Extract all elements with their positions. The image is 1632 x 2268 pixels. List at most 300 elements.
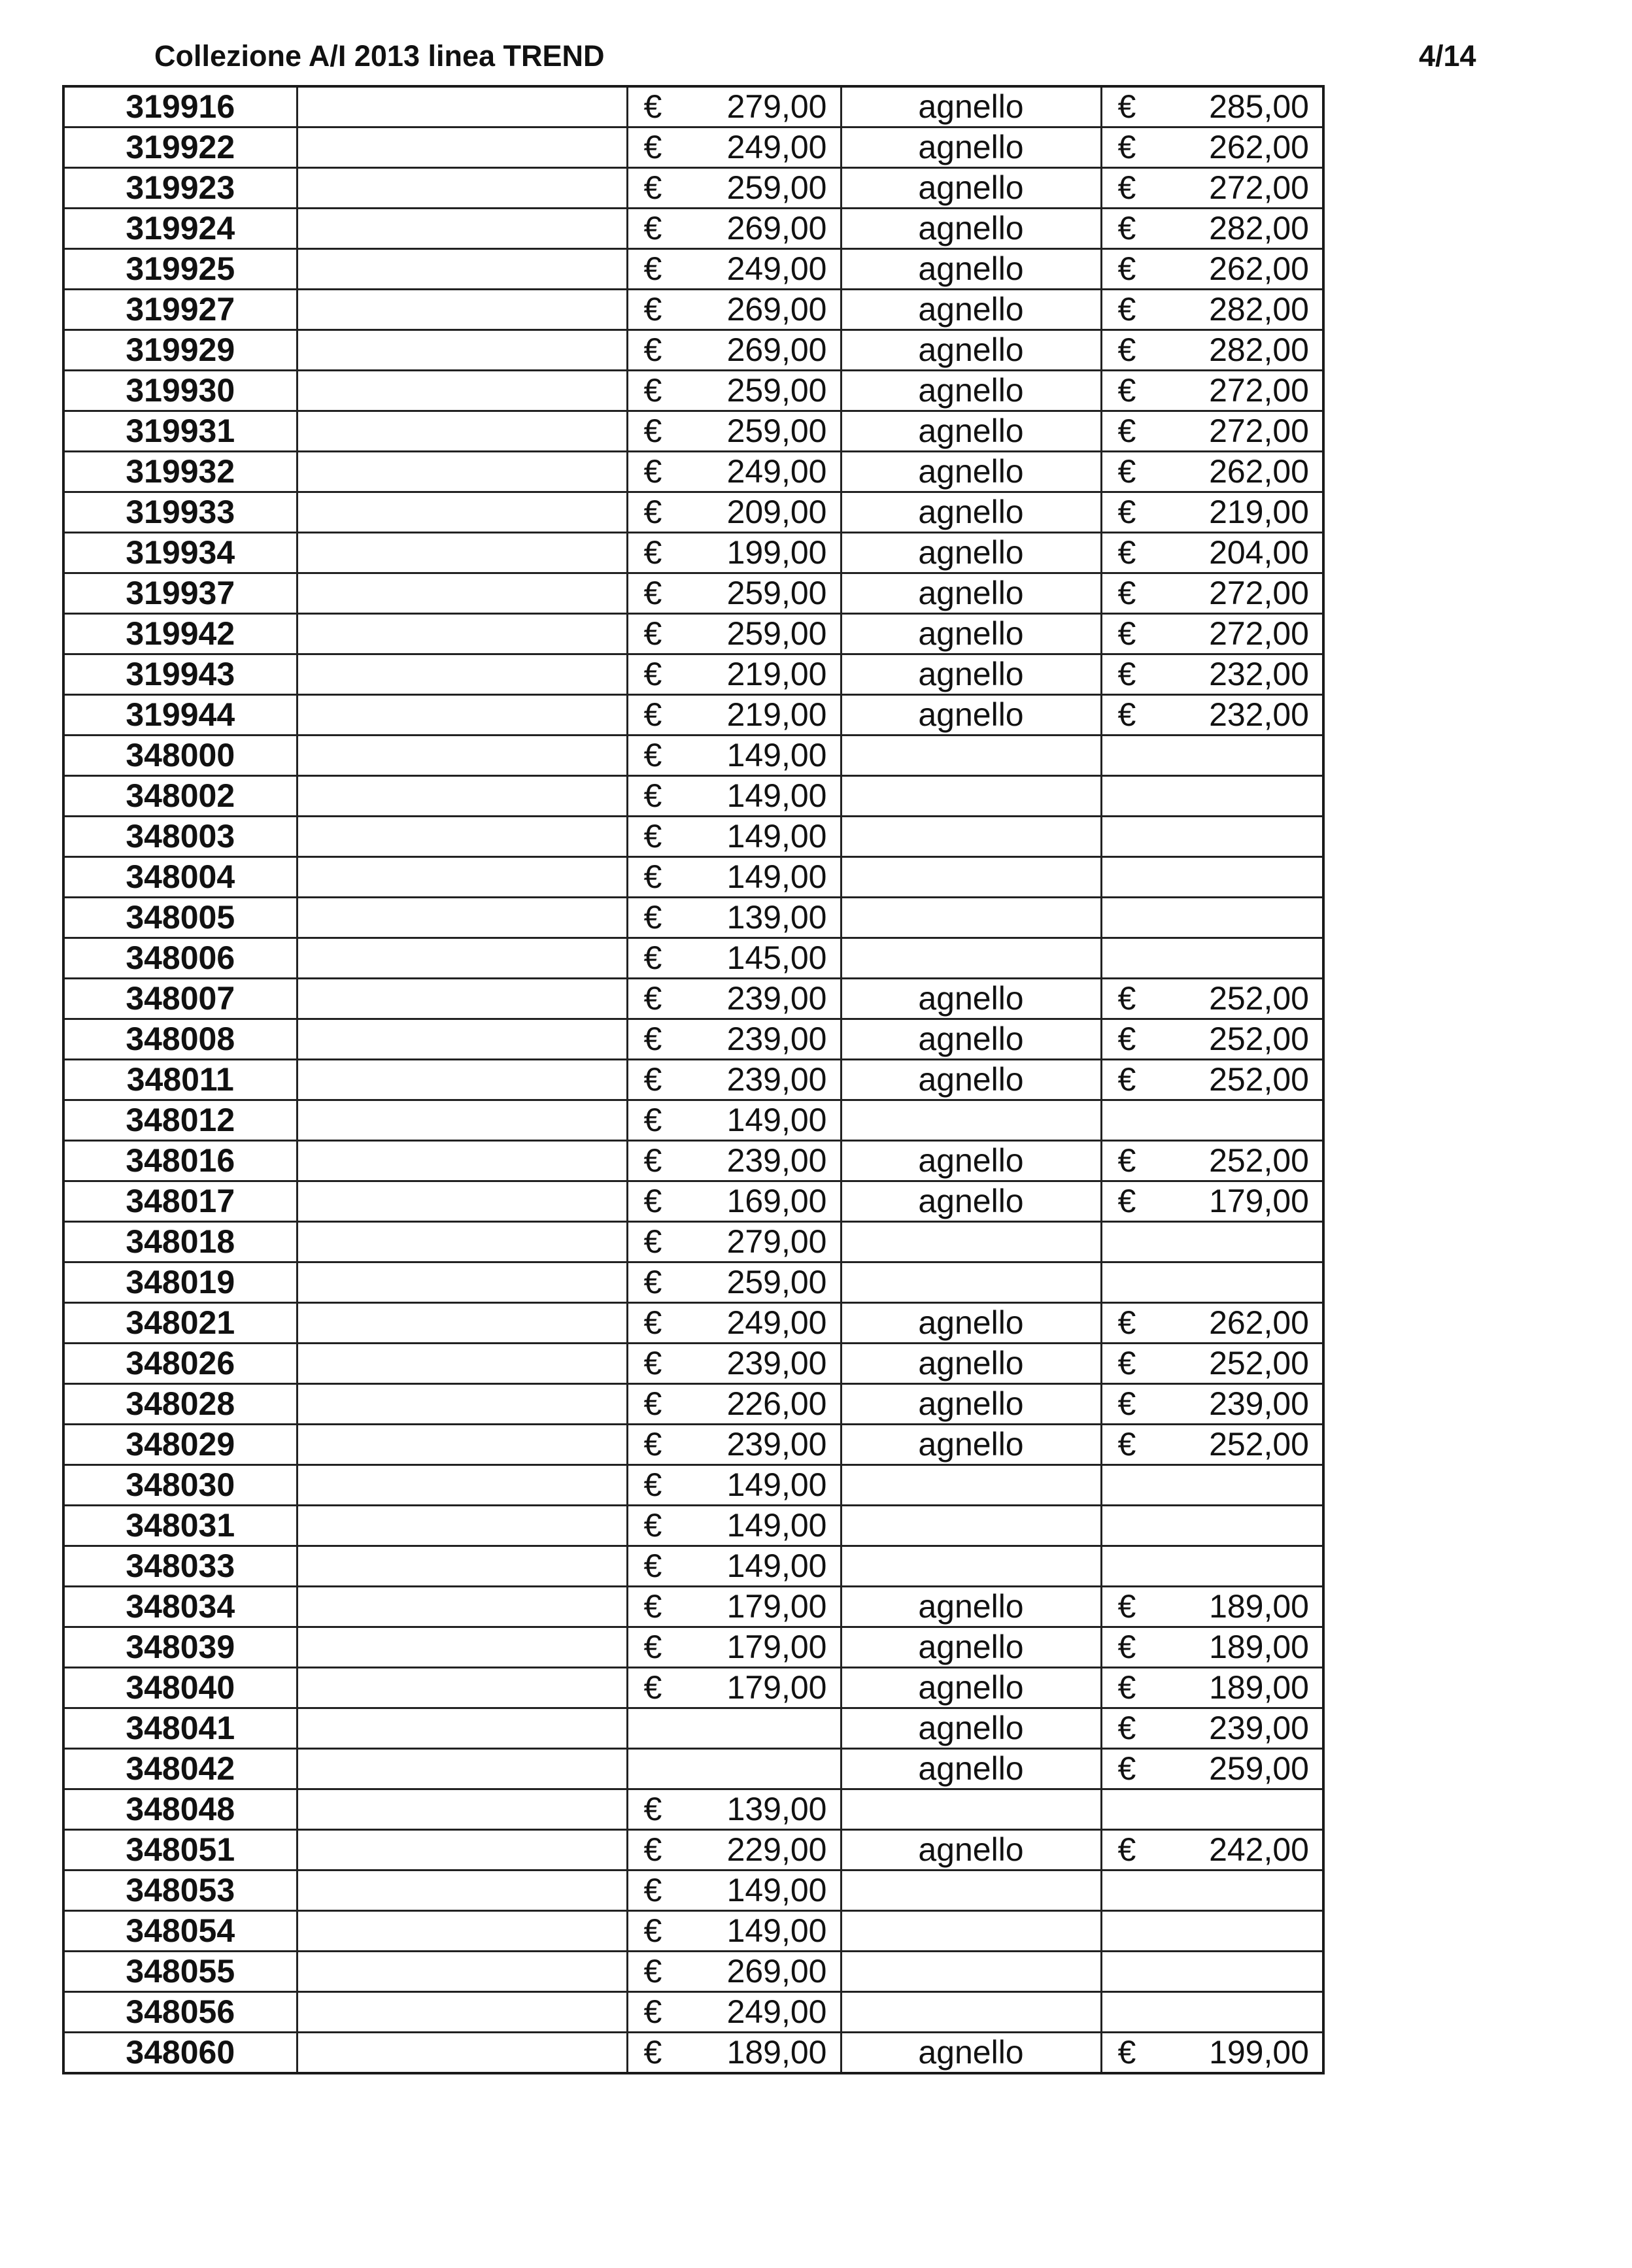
material-cell bbox=[841, 938, 1101, 979]
article-code-cell: 348007 bbox=[63, 979, 297, 1019]
currency-symbol: € bbox=[1117, 1629, 1136, 1665]
article-code-cell: 348060 bbox=[63, 2033, 297, 2074]
article-code-cell: 319925 bbox=[63, 249, 297, 290]
material-price-cell bbox=[1101, 1181, 1323, 1222]
price-amount: 252,00 bbox=[1209, 1061, 1309, 1098]
price-cell bbox=[627, 452, 841, 492]
description-cell bbox=[297, 1587, 627, 1627]
table-row bbox=[63, 1587, 1323, 1627]
page-header bbox=[0, 39, 1632, 78]
material-cell: agnello bbox=[841, 1141, 1101, 1181]
material-price-cell bbox=[1101, 1506, 1323, 1546]
table-row bbox=[63, 411, 1323, 452]
material-cell: agnello bbox=[841, 1303, 1101, 1344]
currency-symbol: € bbox=[1117, 1142, 1136, 1179]
material-cell: agnello bbox=[841, 1749, 1101, 1789]
currency-symbol: € bbox=[643, 615, 662, 652]
price-amount: 249,00 bbox=[726, 1993, 827, 2030]
currency-symbol: € bbox=[1117, 1426, 1136, 1463]
price-cell bbox=[627, 1830, 841, 1870]
price-amount: 204,00 bbox=[1209, 534, 1309, 571]
price-amount: 279,00 bbox=[726, 1223, 827, 1260]
price-amount: 149,00 bbox=[726, 777, 827, 814]
table-row bbox=[63, 1303, 1323, 1344]
article-code-cell: 348005 bbox=[63, 898, 297, 938]
currency-symbol: € bbox=[1117, 1385, 1136, 1422]
price-amount: 262,00 bbox=[1209, 250, 1309, 287]
price-amount: 149,00 bbox=[726, 1548, 827, 1584]
description-cell bbox=[297, 492, 627, 533]
description-cell bbox=[297, 452, 627, 492]
table-row bbox=[63, 330, 1323, 371]
price-table-body bbox=[63, 86, 1323, 2073]
currency-symbol: € bbox=[643, 1669, 662, 1706]
currency-symbol: € bbox=[643, 1791, 662, 1827]
material-price-cell bbox=[1101, 1870, 1323, 1911]
material-price-cell bbox=[1101, 1100, 1323, 1141]
table-row bbox=[63, 1181, 1323, 1222]
table-row bbox=[63, 817, 1323, 857]
price-amount: 272,00 bbox=[1209, 413, 1309, 449]
price-table bbox=[62, 85, 1325, 2074]
article-code-cell: 348018 bbox=[63, 1222, 297, 1262]
article-code-cell: 348030 bbox=[63, 1465, 297, 1506]
article-code-cell: 348051 bbox=[63, 1830, 297, 1870]
currency-symbol: € bbox=[643, 2034, 662, 2071]
material-cell bbox=[841, 898, 1101, 938]
currency-symbol: € bbox=[643, 1183, 662, 1219]
material-cell: agnello bbox=[841, 1181, 1101, 1222]
material-price-cell bbox=[1101, 776, 1323, 817]
currency-symbol: € bbox=[1117, 331, 1136, 368]
price-amount: 169,00 bbox=[726, 1183, 827, 1219]
price-cell bbox=[627, 1181, 841, 1222]
currency-symbol: € bbox=[643, 210, 662, 246]
material-cell: agnello bbox=[841, 209, 1101, 249]
price-amount: 282,00 bbox=[1209, 331, 1309, 368]
description-cell bbox=[297, 1222, 627, 1262]
currency-symbol: € bbox=[643, 1061, 662, 1098]
price-amount: 239,00 bbox=[726, 1426, 827, 1463]
material-price-cell bbox=[1101, 1465, 1323, 1506]
table-row bbox=[63, 695, 1323, 736]
article-code-cell: 319937 bbox=[63, 573, 297, 614]
article-code-cell: 348008 bbox=[63, 1019, 297, 1060]
price-cell bbox=[627, 2033, 841, 2074]
price-cell bbox=[627, 776, 841, 817]
description-cell bbox=[297, 1749, 627, 1789]
description-cell bbox=[297, 1789, 627, 1830]
currency-symbol: € bbox=[1117, 656, 1136, 692]
price-cell bbox=[627, 1060, 841, 1100]
currency-symbol: € bbox=[1117, 696, 1136, 733]
table-row bbox=[63, 1911, 1323, 1952]
price-amount: 252,00 bbox=[1209, 1021, 1309, 1057]
material-cell bbox=[841, 1100, 1101, 1141]
currency-symbol: € bbox=[643, 250, 662, 287]
currency-symbol: € bbox=[643, 129, 662, 165]
price-amount: 179,00 bbox=[726, 1669, 827, 1706]
currency-symbol: € bbox=[643, 939, 662, 976]
description-cell bbox=[297, 127, 627, 168]
article-code-cell: 319927 bbox=[63, 290, 297, 330]
material-cell: agnello bbox=[841, 614, 1101, 654]
currency-symbol: € bbox=[1117, 250, 1136, 287]
material-price-cell bbox=[1101, 1222, 1323, 1262]
price-cell bbox=[627, 1546, 841, 1587]
material-price-cell bbox=[1101, 1789, 1323, 1830]
article-code-cell: 348031 bbox=[63, 1506, 297, 1546]
description-cell bbox=[297, 1181, 627, 1222]
material-cell: agnello bbox=[841, 573, 1101, 614]
material-price-cell bbox=[1101, 1708, 1323, 1749]
article-code-cell: 348028 bbox=[63, 1384, 297, 1425]
material-cell: agnello bbox=[841, 86, 1101, 127]
price-cell bbox=[627, 1425, 841, 1465]
material-cell: agnello bbox=[841, 1830, 1101, 1870]
price-cell bbox=[627, 654, 841, 695]
table-row bbox=[63, 533, 1323, 573]
article-code-cell: 319944 bbox=[63, 695, 297, 736]
material-cell: agnello bbox=[841, 1425, 1101, 1465]
description-cell bbox=[297, 857, 627, 898]
description-cell bbox=[297, 290, 627, 330]
table-row bbox=[63, 371, 1323, 411]
material-cell: agnello bbox=[841, 411, 1101, 452]
currency-symbol: € bbox=[1117, 1588, 1136, 1625]
description-cell bbox=[297, 1344, 627, 1384]
material-cell: agnello bbox=[841, 979, 1101, 1019]
price-amount: 232,00 bbox=[1209, 696, 1309, 733]
table-row bbox=[63, 290, 1323, 330]
article-code-cell: 348003 bbox=[63, 817, 297, 857]
currency-symbol: € bbox=[643, 1466, 662, 1503]
article-code-cell: 319916 bbox=[63, 86, 297, 127]
price-amount: 262,00 bbox=[1209, 129, 1309, 165]
article-code-cell: 348016 bbox=[63, 1141, 297, 1181]
description-cell bbox=[297, 1506, 627, 1546]
currency-symbol: € bbox=[643, 737, 662, 773]
price-amount: 262,00 bbox=[1209, 1304, 1309, 1341]
currency-symbol: € bbox=[643, 777, 662, 814]
currency-symbol: € bbox=[643, 1304, 662, 1341]
article-code-cell: 348053 bbox=[63, 1870, 297, 1911]
article-code-cell: 348017 bbox=[63, 1181, 297, 1222]
price-cell bbox=[627, 857, 841, 898]
price-amount: 219,00 bbox=[726, 656, 827, 692]
price-amount: 239,00 bbox=[726, 1021, 827, 1057]
price-cell bbox=[627, 736, 841, 776]
table-row bbox=[63, 898, 1323, 938]
price-amount: 239,00 bbox=[726, 1142, 827, 1179]
price-amount: 139,00 bbox=[726, 1791, 827, 1827]
price-amount: 239,00 bbox=[726, 1061, 827, 1098]
table-row bbox=[63, 776, 1323, 817]
currency-symbol: € bbox=[1117, 1021, 1136, 1057]
price-amount: 149,00 bbox=[726, 1507, 827, 1544]
table-row bbox=[63, 654, 1323, 695]
material-price-cell bbox=[1101, 979, 1323, 1019]
table-row bbox=[63, 1384, 1323, 1425]
material-cell: agnello bbox=[841, 1668, 1101, 1708]
currency-symbol: € bbox=[1117, 413, 1136, 449]
material-cell bbox=[841, 1546, 1101, 1587]
currency-symbol: € bbox=[1117, 494, 1136, 530]
material-cell: agnello bbox=[841, 1060, 1101, 1100]
material-price-cell bbox=[1101, 1019, 1323, 1060]
price-amount: 239,00 bbox=[726, 1345, 827, 1381]
currency-symbol: € bbox=[643, 372, 662, 409]
description-cell bbox=[297, 86, 627, 127]
table-row bbox=[63, 1019, 1323, 1060]
price-amount: 249,00 bbox=[726, 129, 827, 165]
article-code-cell: 348021 bbox=[63, 1303, 297, 1344]
currency-symbol: € bbox=[1117, 1304, 1136, 1341]
price-amount: 139,00 bbox=[726, 899, 827, 936]
material-cell: agnello bbox=[841, 695, 1101, 736]
table-row bbox=[63, 1222, 1323, 1262]
article-code-cell: 348054 bbox=[63, 1911, 297, 1952]
article-code-cell: 319932 bbox=[63, 452, 297, 492]
material-price-cell bbox=[1101, 898, 1323, 938]
price-amount: 232,00 bbox=[1209, 656, 1309, 692]
material-cell: agnello bbox=[841, 1019, 1101, 1060]
article-code-cell: 348019 bbox=[63, 1262, 297, 1303]
price-cell bbox=[627, 898, 841, 938]
material-price-cell bbox=[1101, 1425, 1323, 1465]
description-cell bbox=[297, 1019, 627, 1060]
price-cell bbox=[627, 1992, 841, 2033]
table-row bbox=[63, 1141, 1323, 1181]
table-row bbox=[63, 127, 1323, 168]
description-cell bbox=[297, 1627, 627, 1668]
currency-symbol: € bbox=[643, 534, 662, 571]
table-row bbox=[63, 1627, 1323, 1668]
material-cell: agnello bbox=[841, 290, 1101, 330]
description-cell bbox=[297, 1060, 627, 1100]
price-cell bbox=[627, 1749, 841, 1789]
currency-symbol: € bbox=[1117, 980, 1136, 1017]
article-code-cell: 319934 bbox=[63, 533, 297, 573]
currency-symbol: € bbox=[643, 494, 662, 530]
price-amount: 226,00 bbox=[726, 1385, 827, 1422]
currency-symbol: € bbox=[1117, 575, 1136, 611]
material-price-cell bbox=[1101, 411, 1323, 452]
price-amount: 239,00 bbox=[1209, 1710, 1309, 1746]
material-cell: agnello bbox=[841, 371, 1101, 411]
description-cell bbox=[297, 695, 627, 736]
price-cell bbox=[627, 614, 841, 654]
price-cell bbox=[627, 249, 841, 290]
material-price-cell bbox=[1101, 127, 1323, 168]
currency-symbol: € bbox=[643, 575, 662, 611]
material-price-cell bbox=[1101, 1992, 1323, 2033]
price-amount: 259,00 bbox=[726, 372, 827, 409]
material-price-cell bbox=[1101, 168, 1323, 209]
material-cell: agnello bbox=[841, 452, 1101, 492]
description-cell bbox=[297, 938, 627, 979]
currency-symbol: € bbox=[1117, 1669, 1136, 1706]
currency-symbol: € bbox=[1117, 1183, 1136, 1219]
currency-symbol: € bbox=[1117, 534, 1136, 571]
article-code-cell: 348042 bbox=[63, 1749, 297, 1789]
currency-symbol: € bbox=[643, 1345, 662, 1381]
material-cell bbox=[841, 1222, 1101, 1262]
material-price-cell bbox=[1101, 654, 1323, 695]
material-cell bbox=[841, 776, 1101, 817]
currency-symbol: € bbox=[643, 1831, 662, 1868]
price-amount: 259,00 bbox=[726, 413, 827, 449]
article-code-cell: 348033 bbox=[63, 1546, 297, 1587]
price-amount: 149,00 bbox=[726, 818, 827, 855]
currency-symbol: € bbox=[643, 331, 662, 368]
material-cell bbox=[841, 817, 1101, 857]
description-cell bbox=[297, 1830, 627, 1870]
material-price-cell bbox=[1101, 1830, 1323, 1870]
material-price-cell bbox=[1101, 1344, 1323, 1384]
material-price-cell bbox=[1101, 614, 1323, 654]
currency-symbol: € bbox=[643, 169, 662, 206]
currency-symbol: € bbox=[1117, 615, 1136, 652]
currency-symbol: € bbox=[643, 818, 662, 855]
article-code-cell: 348040 bbox=[63, 1668, 297, 1708]
currency-symbol: € bbox=[643, 1385, 662, 1422]
table-row bbox=[63, 1789, 1323, 1830]
price-cell bbox=[627, 290, 841, 330]
price-cell bbox=[627, 1019, 841, 1060]
price-cell bbox=[627, 1222, 841, 1262]
table-row bbox=[63, 1830, 1323, 1870]
description-cell bbox=[297, 817, 627, 857]
table-row bbox=[63, 614, 1323, 654]
price-amount: 249,00 bbox=[726, 250, 827, 287]
currency-symbol: € bbox=[1117, 1710, 1136, 1746]
article-code-cell: 348026 bbox=[63, 1344, 297, 1384]
description-cell bbox=[297, 2033, 627, 2074]
page-number: 4/14 bbox=[1419, 39, 1476, 73]
material-price-cell bbox=[1101, 1587, 1323, 1627]
currency-symbol: € bbox=[643, 1507, 662, 1544]
price-cell bbox=[627, 1870, 841, 1911]
price-amount: 252,00 bbox=[1209, 1426, 1309, 1463]
article-code-cell: 348011 bbox=[63, 1060, 297, 1100]
price-amount: 219,00 bbox=[1209, 494, 1309, 530]
description-cell bbox=[297, 168, 627, 209]
material-price-cell bbox=[1101, 695, 1323, 736]
price-amount: 272,00 bbox=[1209, 169, 1309, 206]
table-row bbox=[63, 168, 1323, 209]
currency-symbol: € bbox=[643, 980, 662, 1017]
table-row bbox=[63, 452, 1323, 492]
price-cell bbox=[627, 209, 841, 249]
currency-symbol: € bbox=[1117, 210, 1136, 246]
article-code-cell: 348012 bbox=[63, 1100, 297, 1141]
material-price-cell bbox=[1101, 1668, 1323, 1708]
currency-symbol: € bbox=[1117, 1061, 1136, 1098]
description-cell bbox=[297, 1546, 627, 1587]
article-code-cell: 348039 bbox=[63, 1627, 297, 1668]
description-cell bbox=[297, 1262, 627, 1303]
description-cell bbox=[297, 1992, 627, 2033]
material-cell: agnello bbox=[841, 168, 1101, 209]
article-code-cell: 348041 bbox=[63, 1708, 297, 1749]
description-cell bbox=[297, 411, 627, 452]
currency-symbol: € bbox=[1117, 129, 1136, 165]
material-cell: agnello bbox=[841, 1587, 1101, 1627]
price-amount: 279,00 bbox=[726, 88, 827, 125]
price-amount: 179,00 bbox=[1209, 1183, 1309, 1219]
material-cell: agnello bbox=[841, 2033, 1101, 2074]
price-cell bbox=[627, 168, 841, 209]
currency-symbol: € bbox=[1117, 1831, 1136, 1868]
description-cell bbox=[297, 1708, 627, 1749]
material-price-cell bbox=[1101, 371, 1323, 411]
price-amount: 285,00 bbox=[1209, 88, 1309, 125]
price-amount: 239,00 bbox=[726, 980, 827, 1017]
article-code-cell: 348034 bbox=[63, 1587, 297, 1627]
price-cell bbox=[627, 1587, 841, 1627]
currency-symbol: € bbox=[643, 1588, 662, 1625]
price-amount: 252,00 bbox=[1209, 1142, 1309, 1179]
price-cell bbox=[627, 695, 841, 736]
article-code-cell: 319924 bbox=[63, 209, 297, 249]
description-cell bbox=[297, 898, 627, 938]
description-cell bbox=[297, 1870, 627, 1911]
description-cell bbox=[297, 209, 627, 249]
currency-symbol: € bbox=[643, 1548, 662, 1584]
material-cell: agnello bbox=[841, 654, 1101, 695]
price-amount: 272,00 bbox=[1209, 372, 1309, 409]
article-code-cell: 348000 bbox=[63, 736, 297, 776]
price-amount: 249,00 bbox=[726, 1304, 827, 1341]
currency-symbol: € bbox=[643, 1993, 662, 2030]
table-row bbox=[63, 857, 1323, 898]
price-amount: 252,00 bbox=[1209, 980, 1309, 1017]
price-cell bbox=[627, 1708, 841, 1749]
description-cell bbox=[297, 1303, 627, 1344]
price-cell bbox=[627, 1344, 841, 1384]
description-cell bbox=[297, 979, 627, 1019]
article-code-cell: 348006 bbox=[63, 938, 297, 979]
table-row bbox=[63, 2033, 1323, 2074]
article-code-cell: 319930 bbox=[63, 371, 297, 411]
price-amount: 259,00 bbox=[726, 615, 827, 652]
currency-symbol: € bbox=[643, 1264, 662, 1300]
price-cell bbox=[627, 1262, 841, 1303]
material-price-cell bbox=[1101, 1627, 1323, 1668]
price-amount: 269,00 bbox=[726, 331, 827, 368]
price-cell bbox=[627, 492, 841, 533]
price-amount: 269,00 bbox=[726, 291, 827, 328]
currency-symbol: € bbox=[1117, 169, 1136, 206]
price-cell bbox=[627, 817, 841, 857]
material-cell bbox=[841, 1465, 1101, 1506]
currency-symbol: € bbox=[643, 899, 662, 936]
material-price-cell bbox=[1101, 817, 1323, 857]
material-cell: agnello bbox=[841, 330, 1101, 371]
material-price-cell bbox=[1101, 1911, 1323, 1952]
table-row bbox=[63, 1060, 1323, 1100]
description-cell bbox=[297, 736, 627, 776]
price-amount: 149,00 bbox=[726, 737, 827, 773]
currency-symbol: € bbox=[643, 413, 662, 449]
material-cell bbox=[841, 1262, 1101, 1303]
table-row bbox=[63, 1425, 1323, 1465]
price-cell bbox=[627, 86, 841, 127]
article-code-cell: 319942 bbox=[63, 614, 297, 654]
price-cell bbox=[627, 411, 841, 452]
material-cell bbox=[841, 857, 1101, 898]
